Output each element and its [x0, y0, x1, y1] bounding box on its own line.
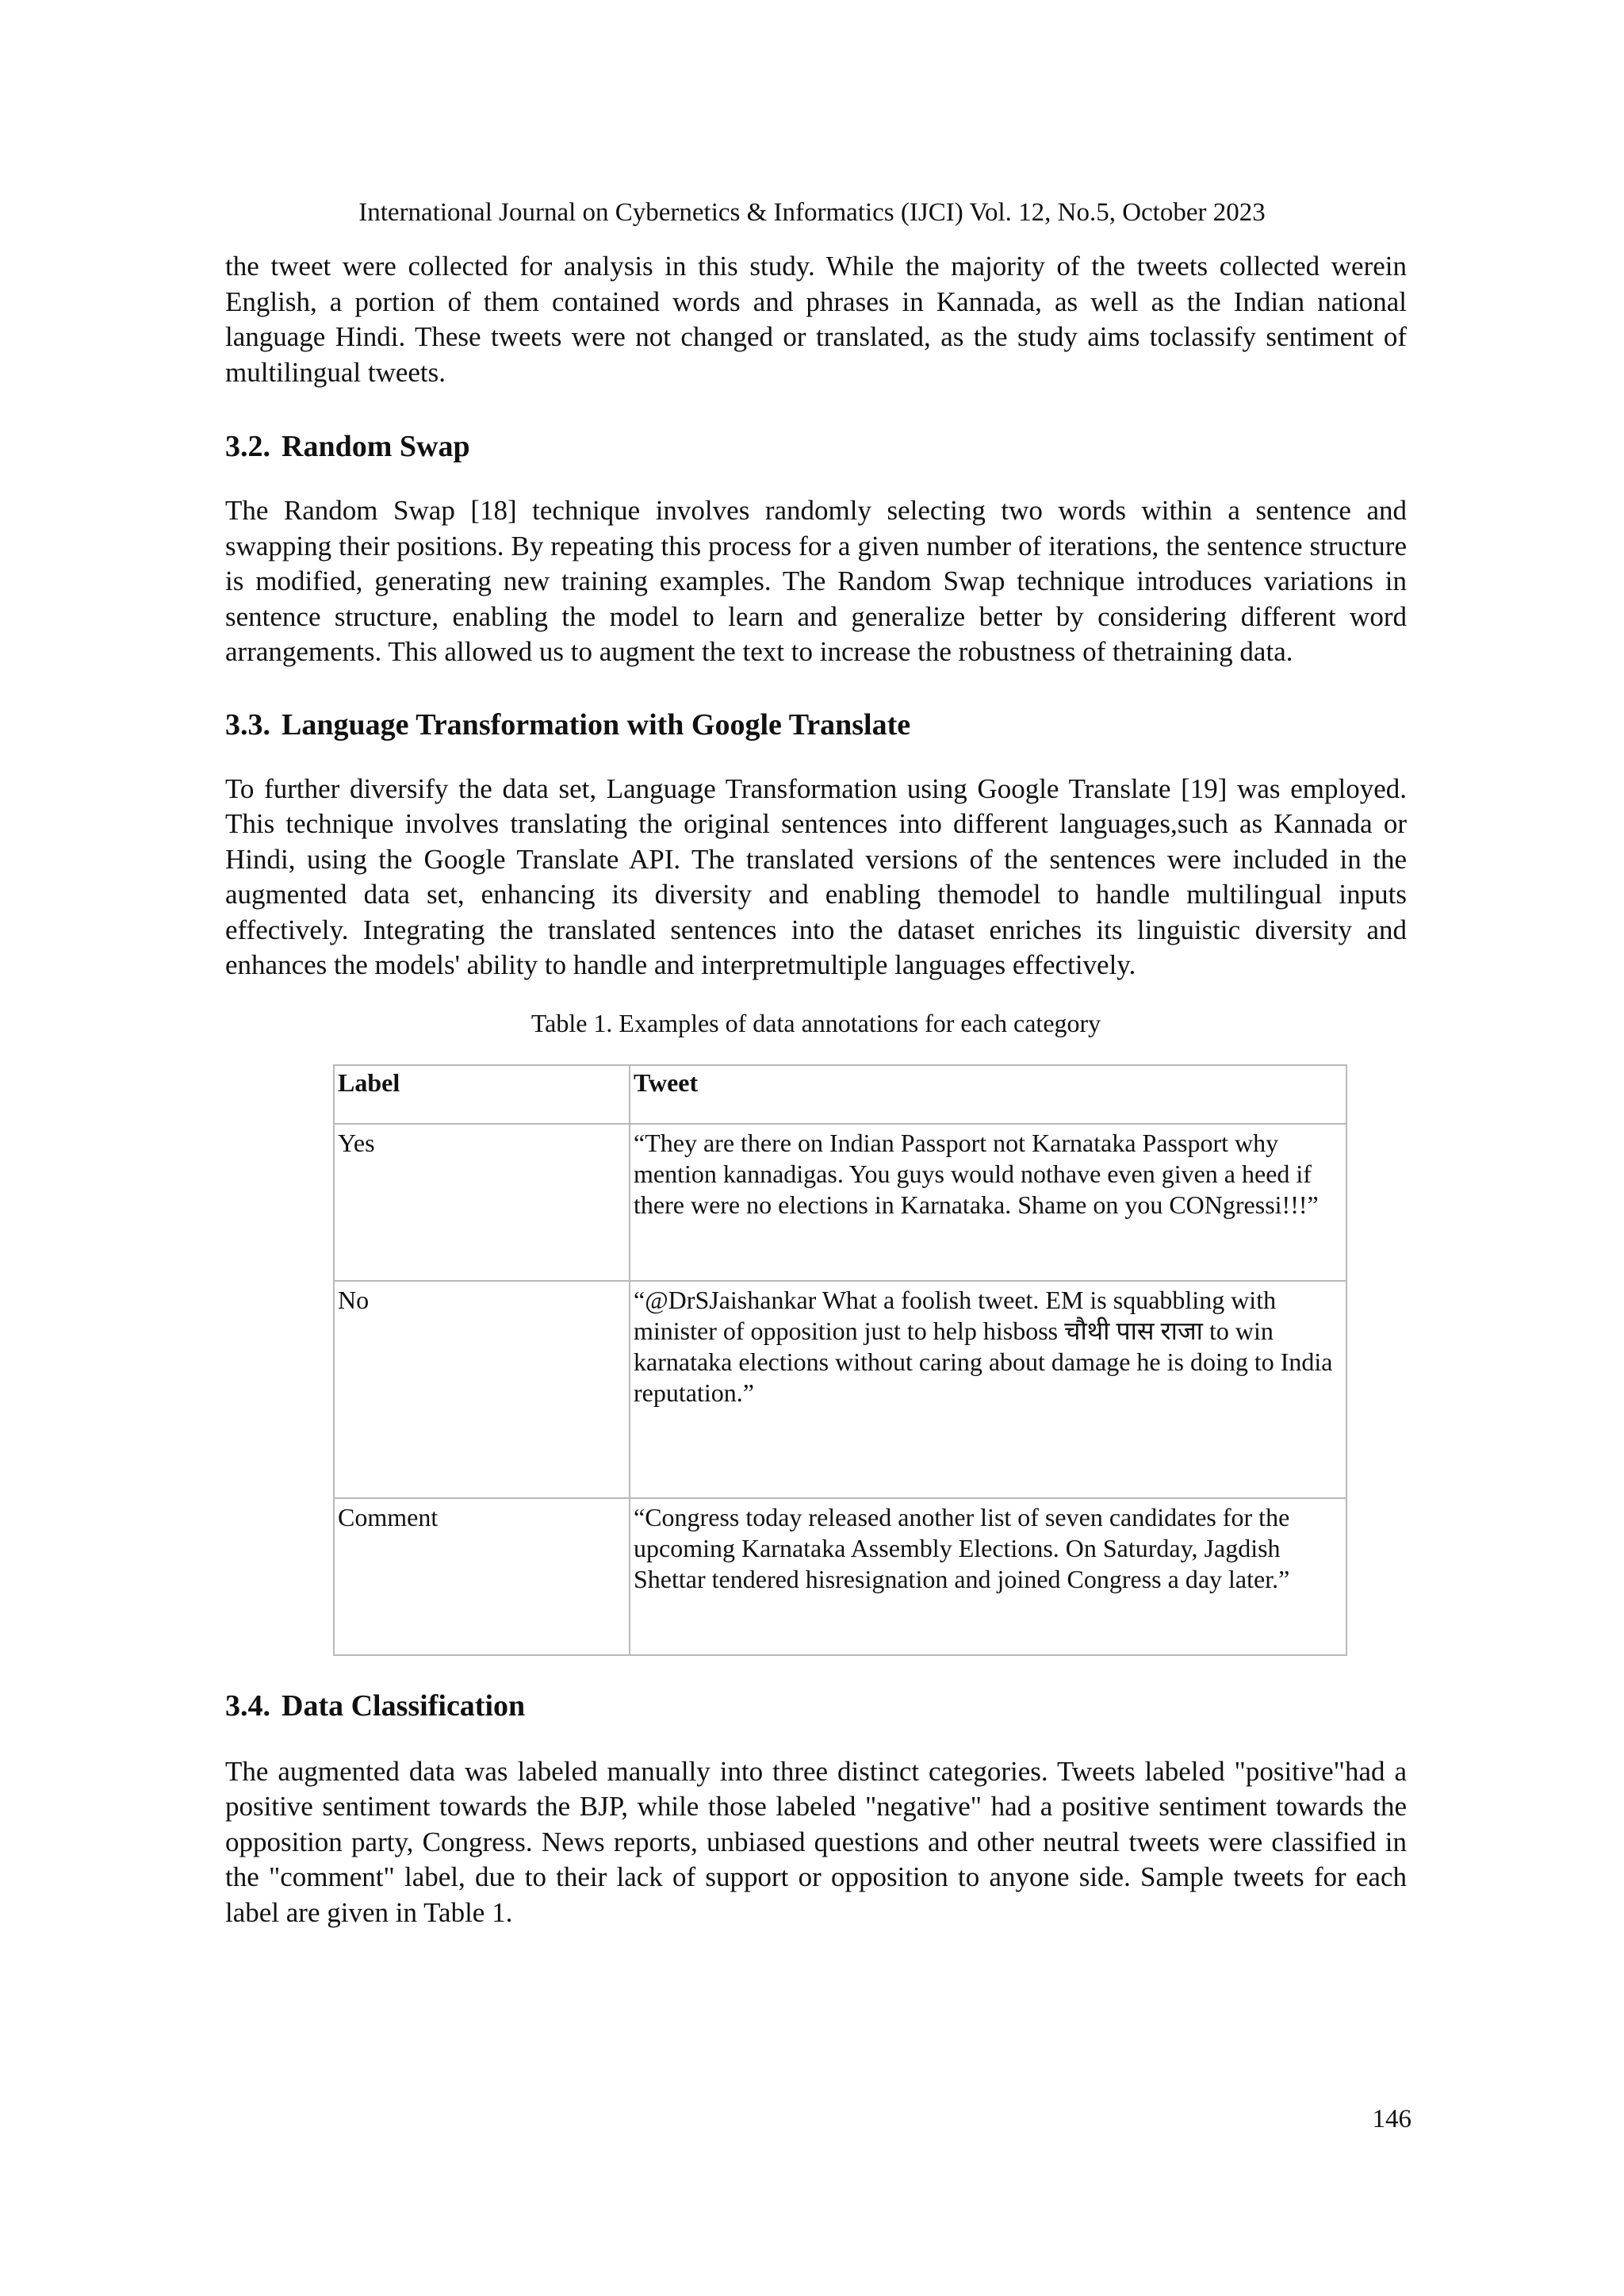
page-content: [225, 249, 1407, 1930]
table-cell-tweet: “They are there on Indian Passport not Karnataka Passport why mention kannadigas. You guys would nothave even given a heed if there were no elections in Karnataka. Shame on you CONgressi!!!”: [630, 1124, 1346, 1281]
table-cell-tweet: “Congress today released another list of seven candidates for the upcoming Karnataka Assembly Elections. On Saturday, Jagdish Shettar tendered hisresignation and joined Congress a day later.”: [630, 1498, 1346, 1655]
table-header-label: Label: [334, 1065, 630, 1124]
table-caption: Table 1. Examples of data annotations for each category: [530, 1008, 1101, 1037]
table-row: [334, 1281, 1346, 1498]
section-number: 3.4.: [225, 1688, 270, 1723]
section-heading-language-transformation: [225, 707, 1407, 743]
table-cell-label: Comment: [334, 1498, 630, 1655]
section-body-data-classification: The augmented data was labeled manually into three distinct categories. Tweets labeled "positive"had a positive sentiment towards the BJP, while those labeled "negative" had a positive sentiment towards the opposition party, Congress. News reports, unbiased questions and other neutral tweets were classified in the "comment" label, due to their lack of support or opposition to anyone side. Sample tweets for each label are given in Table 1.: [225, 1755, 1407, 1928]
section-heading-data-classification: [225, 1688, 1407, 1724]
section-heading-random-swap: [225, 428, 1407, 465]
section-title: Language Transformation with Google Translate: [282, 707, 911, 742]
table-header-tweet: Tweet: [630, 1065, 1346, 1124]
table-cell-label: No: [334, 1281, 630, 1498]
section-body-language-transformation: To further diversify the data set, Language Transformation using Google Translate [19] was employed. This technique involves translating the original sentences into different languages,such as Kannada or Hindi, using the Google Translate API. The translated versions of the sentences were included in the augmented data set, enhancing its diversity and enabling themodel to handle multilingual inputs effectively. Integrating the translated sentences into the dataset enriches its linguistic diversity and enhances the models' ability to handle and interpretmultiple languages effectively.: [225, 772, 1407, 980]
section-body-random-swap: The Random Swap [18] technique involves randomly selecting two words within a sentence and swapping their positions. By repeating this process for a given number of iterations, the sentence structure is modified, generating new training examples. The Random Swap technique introduces variations in sentence structure, enabling the model to learn and generalize better by considering different word arrangements. This allowed us to augment the text to increase the robustness of thetraining data.: [225, 495, 1407, 667]
table-cell-tweet: “@DrSJaishankar What a foolish tweet. EM is squabbling with minister of opposition just to help hisboss चौथी पास राजा to win karnataka elections without caring about damage he is doing to India reputation.”: [630, 1281, 1346, 1498]
section-number: 3.2.: [225, 430, 270, 463]
table-row: [334, 1498, 1346, 1655]
section-number: 3.3.: [225, 707, 270, 742]
table-cell-label: Yes: [334, 1124, 630, 1281]
section-title: Data Classification: [282, 1688, 526, 1723]
journal-header: International Journal on Cybernetics & Informatics (IJCI) Vol. 12, No.5, October 2023: [358, 198, 1266, 227]
page-number: 146: [1372, 2105, 1411, 2133]
annotation-table: [333, 1064, 1347, 1656]
section-title: Random Swap: [282, 430, 470, 463]
intro-paragraph: the tweet were collected for analysis in this study. While the majority of the tweets collected werein English, a portion of them contained words and phrases in Kannada, as well as the Indian national language Hindi. These tweets were not changed or translated, as the study aims toclassify sentiment of multilingual tweets.: [225, 251, 1407, 388]
table-row: [334, 1124, 1346, 1281]
table-header-row: [334, 1065, 1346, 1124]
